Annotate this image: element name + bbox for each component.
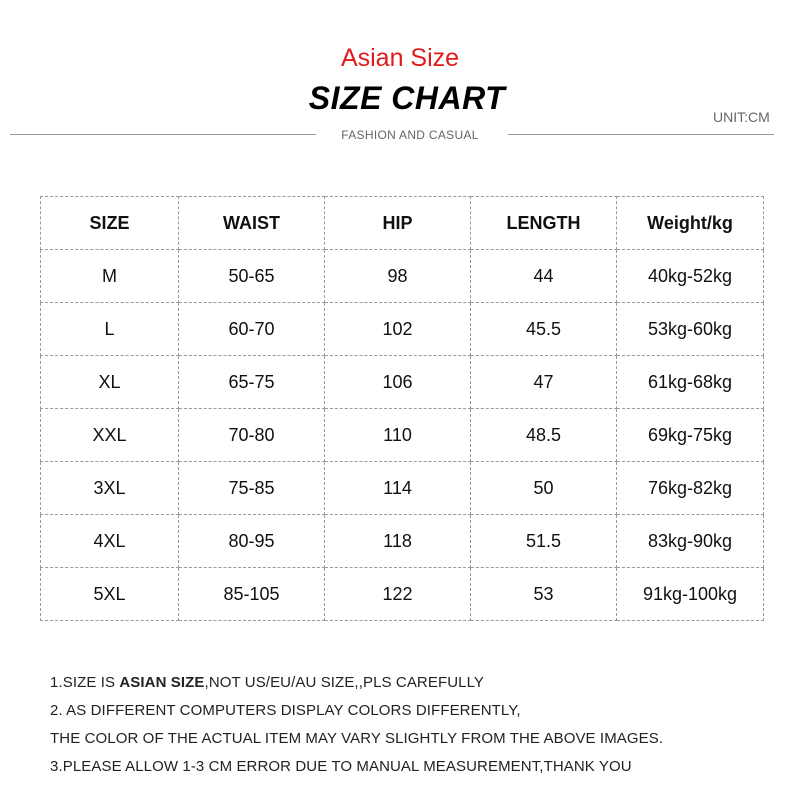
note-1-prefix: 1.SIZE IS — [50, 674, 120, 691]
cell-size: 3XL — [41, 462, 179, 515]
cell-weight: 91kg-100kg — [617, 568, 764, 621]
note-line-3: THE COLOR OF THE ACTUAL ITEM MAY VARY SLIGHTLY FROM THE ABOVE IMAGES. — [50, 730, 664, 747]
cell-hip: 114 — [325, 462, 471, 515]
cell-length: 47 — [471, 356, 617, 409]
cell-weight: 40kg-52kg — [617, 250, 764, 303]
cell-length: 44 — [471, 250, 617, 303]
size-region-heading: Asian Size — [340, 44, 460, 72]
unit-label: UNIT:CM — [713, 109, 770, 125]
table-row — [41, 409, 764, 462]
note-1-emphasis: ASIAN SIZE — [119, 674, 205, 691]
cell-size: XXL — [41, 409, 179, 462]
note-line-2: 2. AS DIFFERENT COMPUTERS DISPLAY COLORS DIFFERENTLY, — [50, 702, 521, 719]
cell-hip: 118 — [325, 515, 471, 568]
cell-hip: 98 — [325, 250, 471, 303]
note-line-1 — [50, 670, 770, 698]
cell-waist: 85-105 — [179, 568, 325, 621]
table-row — [41, 356, 764, 409]
cell-size: M — [41, 250, 179, 303]
table-row — [41, 250, 764, 303]
table-row — [41, 515, 764, 568]
cell-length: 50 — [471, 462, 617, 515]
header-size: SIZE — [41, 197, 179, 250]
cell-waist: 70-80 — [179, 409, 325, 462]
cell-size: XL — [41, 356, 179, 409]
cell-weight: 83kg-90kg — [617, 515, 764, 568]
cell-waist: 65-75 — [179, 356, 325, 409]
cell-waist: 60-70 — [179, 303, 325, 356]
cell-hip: 102 — [325, 303, 471, 356]
cell-waist: 75-85 — [179, 462, 325, 515]
cell-length: 45.5 — [471, 303, 617, 356]
table-row — [41, 303, 764, 356]
cell-length: 48.5 — [471, 409, 617, 462]
cell-weight: 69kg-75kg — [617, 409, 764, 462]
cell-hip: 106 — [325, 356, 471, 409]
table-header-row — [41, 197, 764, 250]
page-title: SIZE CHART — [308, 80, 506, 116]
header-length: LENGTH — [471, 197, 617, 250]
cell-size: L — [41, 303, 179, 356]
header-weight: Weight/kg — [617, 197, 764, 250]
cell-hip: 110 — [325, 409, 471, 462]
note-1-suffix: ,NOT US/EU/AU SIZE,,PLS CAREFULLY — [204, 674, 485, 691]
cell-length: 51.5 — [471, 515, 617, 568]
cell-hip: 122 — [325, 568, 471, 621]
table-row — [41, 462, 764, 515]
cell-waist: 50-65 — [179, 250, 325, 303]
cell-size: 5XL — [41, 568, 179, 621]
cell-length: 53 — [471, 568, 617, 621]
notes — [50, 670, 770, 782]
cell-waist: 80-95 — [179, 515, 325, 568]
header-waist: WAIST — [179, 197, 325, 250]
note-line-4: 3.PLEASE ALLOW 1-3 CM ERROR DUE TO MANUAL MEASUREMENT,THANK YOU — [50, 758, 632, 775]
header-hip: HIP — [325, 197, 471, 250]
cell-size: 4XL — [41, 515, 179, 568]
cell-weight: 53kg-60kg — [617, 303, 764, 356]
table-row — [41, 568, 764, 621]
cell-weight: 61kg-68kg — [617, 356, 764, 409]
subtitle: FASHION AND CASUAL — [341, 128, 479, 142]
size-chart-table — [40, 196, 764, 621]
cell-weight: 76kg-82kg — [617, 462, 764, 515]
divider-right — [508, 134, 774, 135]
divider-left — [10, 134, 316, 135]
